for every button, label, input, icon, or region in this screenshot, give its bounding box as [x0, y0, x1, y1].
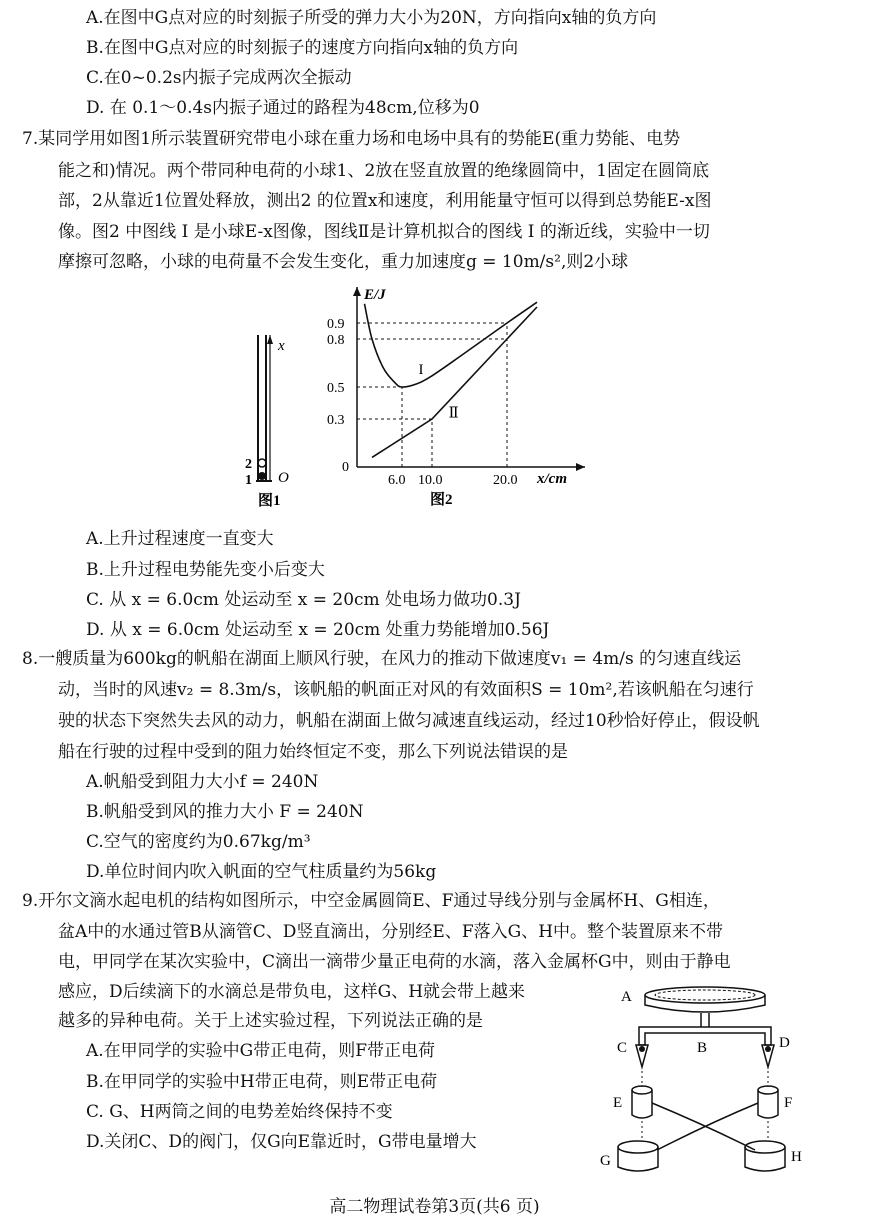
fig1-label-1: 1: [245, 473, 252, 488]
y-tick-label: 0.5: [327, 381, 345, 396]
q9-stem-line-5: 越多的异种电荷。关于上述实验过程，下列说法正确的是: [58, 1011, 483, 1031]
x-axis-label: x/cm: [537, 471, 567, 487]
kelvin-dropper-figure: [595, 975, 810, 1185]
q7-option-d: D. 从 x = 6.0cm 处运动至 x = 20cm 处重力势能增加0.56J: [86, 620, 550, 640]
q7-stem-line-1: 7.某同学用如图1所示装置研究带电小球在重力场和电场中具有的势能E(重力势能、电势: [22, 129, 681, 149]
x-tick-label: 20.0: [493, 473, 518, 488]
q9-stem-line-1: 9.开尔文滴水起电机的结构如图所示，中空金属圆筒E、F通过导线分别与金属杯H、G相连，: [22, 891, 720, 911]
label-f: F: [784, 1095, 793, 1111]
q9-option-d: D.关闭C、D的阀门，仅G向E靠近时，G带电量增大: [86, 1132, 477, 1152]
q8-option-a: A.帆船受到阻力大小f = 240N: [86, 772, 319, 792]
q7-stem-line-3: 部，2从靠近1位置处释放，测出2 的位置x和速度，利用能量守恒可以得到总势能E-x图: [58, 191, 712, 211]
y-tick-label: 0.9: [327, 317, 345, 332]
q8-stem-line-3: 驶的状态下突然失去风的动力，帆船在湖面上做匀减速直线运动，经过10秒恰好停止，假设帆: [58, 711, 760, 731]
origin-label: 0: [342, 460, 349, 475]
q7-stem-line-4: 像。图2 中图线 I 是小球E-x图像，图线Ⅱ是计算机拟合的图线 I 的渐近线，实验中一切: [58, 222, 710, 242]
fig2-caption: 图2: [430, 492, 453, 507]
fig1-origin-label: O: [278, 470, 289, 486]
label-e: E: [613, 1095, 623, 1111]
q9-stem-line-3: 电，甲同学在某次实验中，C滴出一滴带少量正电荷的水滴，落入金属杯G中，则由于静电: [58, 952, 731, 972]
q7-option-b: B.上升过程电势能先变小后变大: [86, 560, 325, 580]
series-label-1: I: [418, 362, 424, 379]
x-tick-label: 6.0: [388, 473, 406, 488]
q6-option-b: B.在图中G点对应的时刻振子的速度方向指向x轴的负方向: [86, 38, 519, 58]
label-g: G: [600, 1153, 611, 1169]
q9-option-a: A.在甲同学的实验中G带正电荷，则F带正电荷: [86, 1041, 436, 1061]
q7-option-a: A.上升过程速度一直变大: [86, 529, 274, 549]
fig1-caption: 图1: [258, 493, 281, 509]
q8-option-c: C.空气的密度约为0.67kg/m³: [86, 832, 311, 852]
y-axis-label: E/J: [364, 287, 386, 303]
series-line-2: [372, 307, 537, 457]
fig1-label-2: 2: [245, 457, 252, 472]
label-h: H: [791, 1149, 802, 1165]
q8-stem-line-2: 动，当时的风速v₂ = 8.3m/s，该帆船的帆面正对风的有效面积S = 10m²,若该帆船在匀速行: [58, 680, 754, 700]
q8-stem-line-1: 8.一艘质量为600kg的帆船在湖面上顺风行驶，在风力的推动下做速度v₁ = 4m/s 的匀速直线运: [22, 649, 742, 669]
label-d: D: [779, 1035, 790, 1051]
figure-1-tube: [240, 330, 310, 510]
q9-stem-line-4: 感应，D后续滴下的水滴总是带负电，这样G、H就会带上越来: [58, 982, 526, 1002]
q7-stem-line-2: 能之和)情况。两个带同种电荷的小球1、2放在竖直放置的绝缘圆筒中，1固定在圆筒底: [58, 161, 710, 181]
q9-stem-line-2: 盆A中的水通过管B从滴管C、D竖直滴出，分别经E、F落入G、H中。整个装置原来不带: [58, 922, 724, 942]
q9-option-b: B.在甲同学的实验中H带正电荷，则E带正电荷: [86, 1072, 438, 1092]
label-c: C: [617, 1040, 628, 1056]
series-line-1: [365, 302, 538, 387]
basin-a: [645, 987, 765, 1003]
q6-option-a: A.在图中G点对应的时刻振子所受的弹力大小为20N，方向指向x轴的负方向: [86, 8, 657, 28]
q9-option-c: C. G、H两筒之间的电势差始终保持不变: [86, 1102, 393, 1122]
y-tick-label: 0.8: [327, 333, 345, 348]
page-footer: 高二物理试卷第3页(共6 页): [329, 1197, 540, 1217]
q8-stem-line-4: 船在行驶的过程中受到的阻力始终恒定不变，那么下列说法错误的是: [58, 742, 568, 762]
q6-option-d: D. 在 0.1～0.4s内振子通过的路程为48cm,位移为0: [86, 98, 480, 118]
figure-2-chart: [320, 282, 590, 507]
fig1-ball-2: [258, 459, 266, 467]
label-a: A: [621, 989, 632, 1005]
q7-stem-line-5: 摩擦可忽略，小球的电荷量不会发生变化，重力加速度g = 10m/s²,则2小球: [58, 252, 629, 272]
q8-option-d: D.单位时间内吹入帆面的空气柱质量约为56kg: [86, 862, 437, 882]
x-tick-label: 10.0: [418, 473, 443, 488]
y-tick-label: 0.3: [327, 413, 345, 428]
fig1-ball-1: [258, 472, 266, 480]
series-label-2: Ⅱ: [448, 405, 459, 422]
label-b: B: [697, 1040, 708, 1056]
q7-option-c: C. 从 x = 6.0cm 处运动至 x = 20cm 处电场力做功0.3J: [86, 590, 521, 610]
q8-option-b: B.帆船受到风的推力大小 F = 240N: [86, 802, 364, 822]
q6-option-c: C.在0~0.2s内振子完成两次全振动: [86, 68, 352, 88]
fig1-x-label: x: [278, 338, 285, 354]
